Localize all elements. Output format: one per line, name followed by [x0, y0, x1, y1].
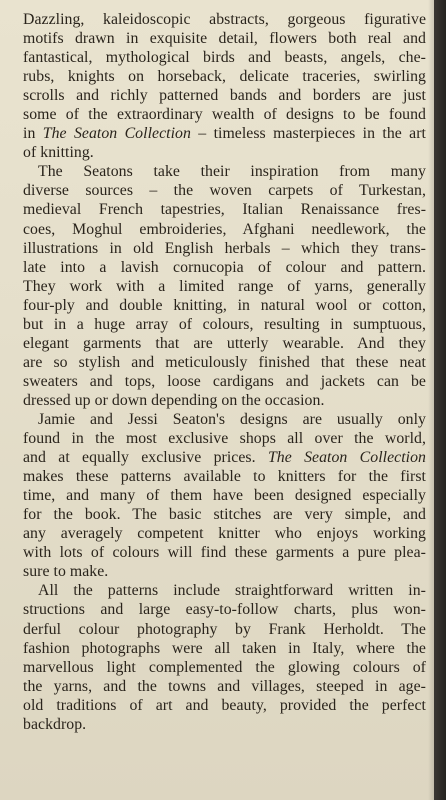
text-line: medieval French tapestries, Italian Renaissance fres- — [23, 201, 426, 219]
text-line: The Seatons take their inspiration from many — [38, 163, 426, 181]
body-text — [23, 10, 426, 734]
text-line: sure to make. — [23, 563, 109, 581]
paragraph-4 — [23, 581, 426, 733]
text-line: Jamie and Jessi Seaton's designs are usually only — [38, 410, 426, 428]
text-line: motifs drawn in exquisite detail, flowers both real and — [23, 30, 426, 48]
text-line: of knitting. — [23, 144, 94, 162]
paragraph-1 — [23, 10, 426, 162]
text-line: dressed up or down depending on the occasion. — [23, 391, 325, 409]
text-line: elegant garments that are utterly wearable. And they — [23, 334, 426, 352]
text-line: Dazzling, kaleidoscopic abstracts, gorgeous figurative — [23, 11, 426, 28]
text-line: backdrop. — [23, 715, 87, 733]
paragraph-2 — [23, 162, 426, 410]
text-line: marvellous light complemented the glowing colours of — [23, 658, 426, 676]
text-line: late into a lavish cornucopia of colour and pattern. — [23, 258, 426, 276]
text-line: the yarns, and the towns and villages, steeped in age- — [23, 677, 426, 695]
text-line: coes, Moghul embroideries, Afghani needlework, the — [23, 220, 426, 238]
text-line: with lots of colours will find these garments a pure plea- — [23, 544, 426, 562]
text-line: old traditions of art and beauty, provided the perfect — [23, 696, 426, 714]
text-line: scrolls and richly patterned bands and borders are just — [23, 87, 426, 105]
book-title-italic: The Seaton Collection — [267, 449, 426, 467]
text-line: fantastical, mythological birds and beasts, angels, che- — [23, 49, 426, 67]
text-line: in The Seaton Collection – timeless masterpieces in the art — [23, 125, 426, 143]
text-line: but in a huge array of colours, resulting in sumptuous, — [23, 315, 426, 333]
text-line: four-ply and double knitting, in natural wool or cotton, — [23, 296, 426, 314]
text-line: They work with a limited range of yarns, generally — [23, 277, 426, 295]
text-line: fashion photographs were all taken in Italy, where the — [23, 639, 426, 657]
text-line: All the patterns include straightforward written in- — [38, 582, 426, 600]
text-line: structions and large easy-to-follow charts, plus won- — [23, 601, 426, 619]
text-line: diverse sources – the woven carpets of Turkestan, — [23, 182, 426, 200]
text-line: for the book. The basic stitches are very simple, and — [23, 506, 426, 524]
text-line: some of the extraordinary wealth of designs to be found — [23, 106, 426, 124]
text-line: sweaters and tops, loose cardigans and jackets can be — [23, 372, 426, 390]
text-line: rubs, knights on horseback, delicate traceries, swirling — [23, 68, 426, 86]
book-title-italic: The Seaton Collection — [42, 125, 191, 143]
text-line: found in the most exclusive shops all over the world, — [23, 430, 426, 448]
text-line: illustrations in old English herbals – which they trans- — [23, 239, 426, 257]
text-line: are so stylish and meticulously finished that these neat — [23, 353, 426, 371]
text-line: any averagely competent knitter who enjoys working — [23, 525, 426, 543]
paragraph-3 — [23, 410, 426, 581]
text-line: derful colour photography by Frank Herholdt. The — [23, 620, 426, 638]
text-line: and at equally exclusive prices. The Seaton Collection — [23, 449, 426, 467]
page-edge-shadow — [434, 0, 446, 800]
text-line: time, and many of them have been designed especially — [23, 487, 426, 505]
text-line: makes these patterns available to knitters for the first — [23, 468, 426, 486]
